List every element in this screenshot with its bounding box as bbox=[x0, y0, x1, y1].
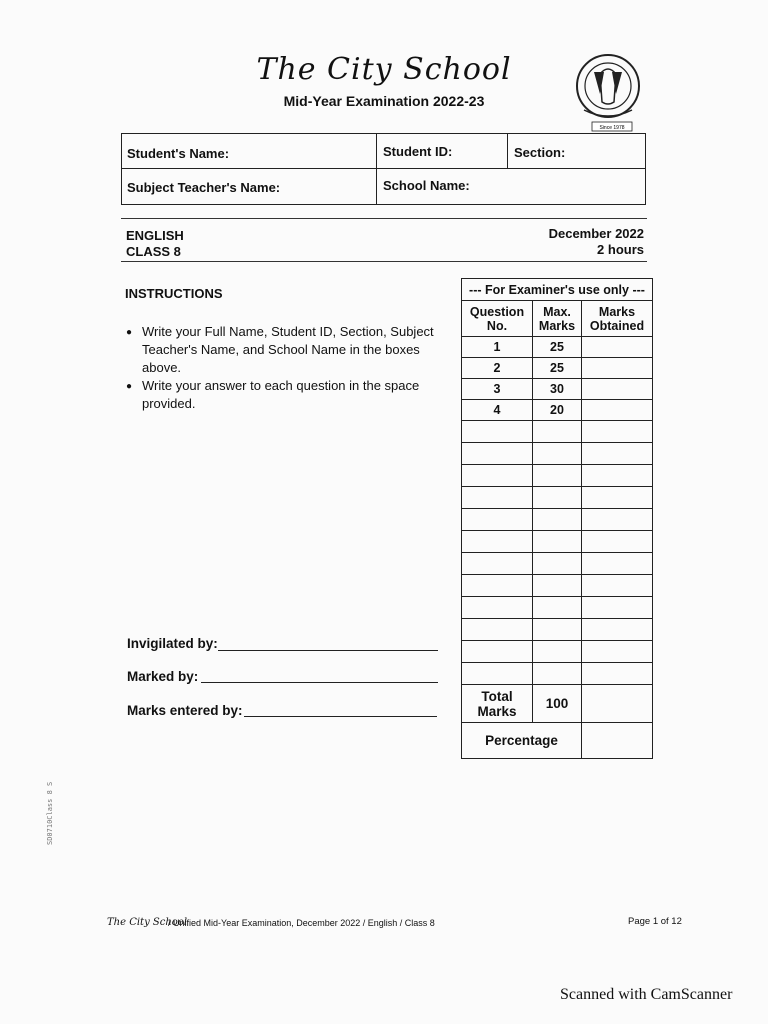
table-row bbox=[462, 358, 653, 379]
footer-school-name: The City School bbox=[107, 917, 188, 928]
details-col-divider bbox=[376, 133, 377, 205]
total-obtained-cell[interactable] bbox=[582, 685, 653, 723]
logo-since: Since 1978 bbox=[599, 125, 625, 131]
invigilated-label: Invigilated by: bbox=[127, 636, 218, 651]
entered-label: Marks entered by: bbox=[127, 703, 243, 718]
details-row-divider bbox=[121, 168, 646, 169]
col-question-header: Question No. bbox=[462, 301, 533, 337]
side-code: SD0710Class 8 S bbox=[46, 781, 54, 845]
empty-row bbox=[462, 641, 653, 663]
empty-row bbox=[462, 597, 653, 619]
teacher-name-label: Subject Teacher's Name: bbox=[127, 180, 281, 195]
empty-row bbox=[462, 553, 653, 575]
percentage-cell[interactable] bbox=[582, 723, 653, 759]
marks-obtained-cell[interactable] bbox=[582, 337, 653, 358]
empty-row bbox=[462, 619, 653, 641]
details-col-divider-2 bbox=[507, 133, 508, 168]
question-number: 4 bbox=[462, 400, 533, 421]
marked-label: Marked by: bbox=[127, 669, 199, 684]
marks-obtained-cell[interactable] bbox=[582, 358, 653, 379]
max-marks: 25 bbox=[533, 358, 582, 379]
empty-row bbox=[462, 509, 653, 531]
marked-line[interactable] bbox=[201, 682, 438, 683]
empty-row bbox=[462, 421, 653, 443]
total-marks-label: Total Marks bbox=[462, 685, 533, 723]
student-name-label: Student's Name: bbox=[127, 146, 230, 161]
question-number: 3 bbox=[462, 379, 533, 400]
empty-row bbox=[462, 487, 653, 509]
school-name: The City School bbox=[256, 52, 512, 87]
logo-outer-ring bbox=[577, 55, 639, 117]
total-marks-value: 100 bbox=[533, 685, 582, 723]
subject: ENGLISH bbox=[126, 228, 184, 243]
section-label: Section: bbox=[514, 145, 566, 160]
empty-row bbox=[462, 531, 653, 553]
divider-bottom bbox=[121, 261, 647, 262]
class: CLASS 8 bbox=[126, 244, 181, 259]
instructions-heading: INSTRUCTIONS bbox=[125, 286, 223, 301]
school-logo bbox=[570, 50, 650, 134]
percentage-label: Percentage bbox=[462, 723, 582, 759]
exam-date: December 2022 bbox=[548, 226, 644, 241]
logo-emblem bbox=[594, 72, 622, 94]
invigilated-line[interactable] bbox=[218, 650, 438, 651]
empty-row bbox=[462, 443, 653, 465]
entered-line[interactable] bbox=[244, 716, 437, 717]
max-marks: 25 bbox=[533, 337, 582, 358]
max-marks: 20 bbox=[533, 400, 582, 421]
max-marks: 30 bbox=[533, 379, 582, 400]
col-obtained-header: Marks Obtained bbox=[582, 301, 653, 337]
student-id-label: Student ID: bbox=[383, 144, 453, 159]
instruction-item: Write your answer to each question in the space provided. bbox=[142, 378, 420, 411]
instruction-item: Write your Full Name, Student ID, Section, Subject Teacher's Name, and School Name in the boxes above. bbox=[142, 324, 434, 375]
exam-duration: 2 hours bbox=[597, 242, 644, 257]
bullet-icon: ● bbox=[126, 327, 133, 338]
footer-text: / Unified Mid-Year Examination, December 2022 / English / Class 8 bbox=[168, 918, 435, 928]
examiner-table bbox=[461, 278, 653, 759]
bullet-icon: ● bbox=[126, 381, 133, 392]
table-row bbox=[462, 379, 653, 400]
question-number: 2 bbox=[462, 358, 533, 379]
table-row bbox=[462, 400, 653, 421]
divider-top bbox=[121, 218, 647, 219]
empty-row bbox=[462, 663, 653, 685]
empty-row bbox=[462, 465, 653, 487]
logo-inner-ring bbox=[585, 63, 631, 109]
table-row bbox=[462, 337, 653, 358]
school-name-label: School Name: bbox=[383, 178, 470, 193]
question-number: 1 bbox=[462, 337, 533, 358]
marks-obtained-cell[interactable] bbox=[582, 400, 653, 421]
examiner-table-title: --- For Examiner's use only --- bbox=[462, 279, 653, 301]
marks-obtained-cell[interactable] bbox=[582, 379, 653, 400]
scanner-watermark: Scanned with CamScanner bbox=[560, 986, 733, 1003]
empty-row bbox=[462, 575, 653, 597]
page-number: Page 1 of 12 bbox=[628, 916, 682, 927]
col-max-header: Max. Marks bbox=[533, 301, 582, 337]
exam-title: Mid-Year Examination 2022-23 bbox=[283, 93, 485, 109]
